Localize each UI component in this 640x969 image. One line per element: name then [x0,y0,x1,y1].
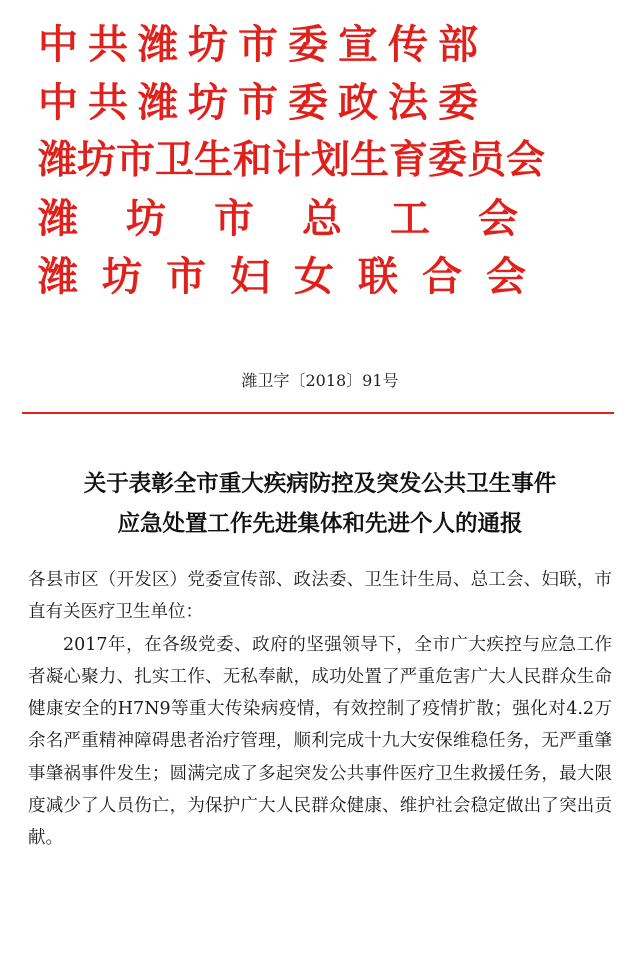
issuer-line: 潍坊市总工会 [38,196,566,242]
issuer-line: 潍坊市卫生和计划生育委员会 [38,138,546,183]
title-line-2: 应急处置工作先进集体和先进个人的通报 [117,511,523,537]
document-number: 潍卫字〔2018〕91号 [241,371,399,390]
body-paragraph: 2017年，在各级党委、政府的坚强领导下，全市广大疾控与应急工作者凝心聚力、扎实工作、无私奉献，成功处置了严重危害广大人民群众生命健康安全的H7N9等重大传染病疫情，有效控制了疫情扩散；强化对4.2万余名严重精神障碍患者治疗管理，顺利完成十九大安保维稳任务，无严重肇事肇祸事件发生；圆满完成了多起突发公共事件医疗卫生救援任务，最大限度减少了人员伤亡，为保护广大人民群众健康、维护社会稳定做出了突出贡献。 [28,634,612,849]
red-divider [22,412,614,414]
title-line-1: 关于表彰全市重大疾病防控及突发公共卫生事件 [83,471,557,497]
document-body [28,564,612,855]
salutation: 各县市区（开发区）党委宣传部、政法委、卫生计生局、总工会、妇联，市直有关医疗卫生单位： [28,570,612,623]
issuer-line: 中共潍坊市委宣传部 [38,22,488,68]
document-title [20,464,620,544]
issuer-line: 潍坊市妇女联合会 [38,254,550,300]
issuer-header [38,16,598,306]
issuer-line: 中共潍坊市委政法委 [38,80,488,126]
